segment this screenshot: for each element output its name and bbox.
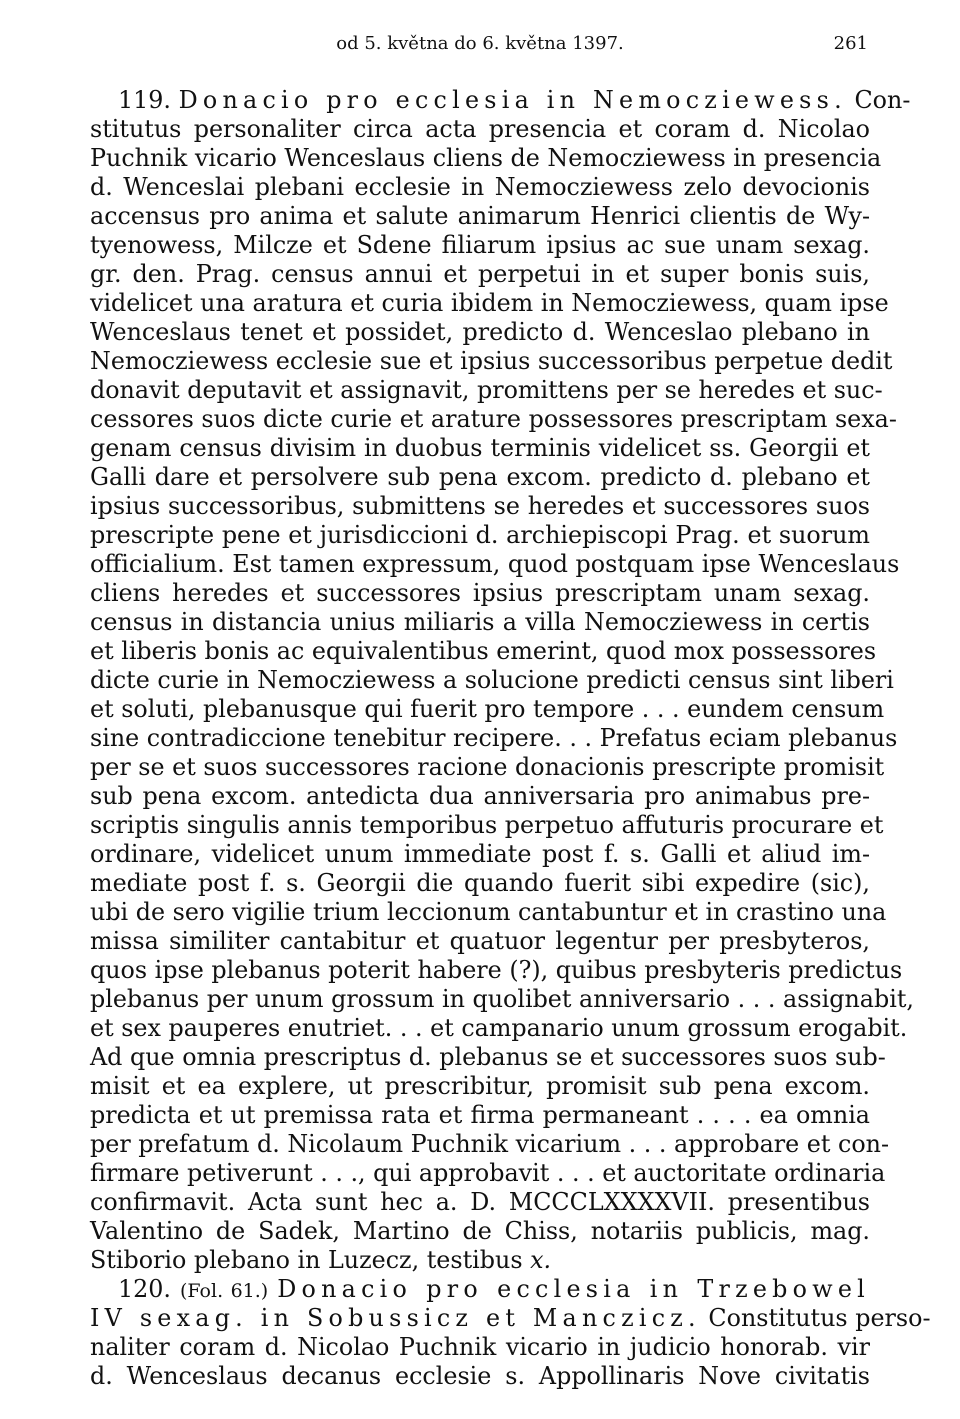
text-line: mediate post f. s. Georgii die quando fuerit sibi expedire (sic),: [90, 869, 870, 897]
text-line: cessores suos dicte curie et arature possessores prescriptam sexa-: [90, 405, 897, 433]
text-line: census in distancia unius miliaris a villa Nemocziewess in certis: [90, 608, 870, 636]
entry-119-heading-line: [90, 86, 911, 115]
text-line: Stiborio plebano in Luzecz, testibus: [90, 1246, 523, 1274]
text-line: dicte curie in Nemocziewess a solucione predicti census sint liberi: [90, 666, 894, 694]
text-line: ubi de sero vigilie trium leccionum cantabuntur et in crastino una: [90, 898, 887, 926]
text-line: naliter coram d. Nicolao Puchnik vicario in judicio honorab. vir: [90, 1333, 870, 1361]
text-line: sub pena excom. antedicta dua anniversaria pro animabus pre-: [90, 782, 870, 810]
entry-120-number: 120.: [118, 1275, 171, 1303]
text-line: Valentino de Sadek, Martino de Chiss, notariis publicis, mag.: [90, 1217, 870, 1245]
text-line: officialium. Est tamen expressum, quod postquam ipse Wenceslaus: [90, 550, 900, 578]
text-line: ipsius successoribus, submittens se heredes et successores suos: [90, 492, 870, 520]
running-title: od 5. května do 6. května 1397.: [336, 33, 624, 54]
text-line: d. Wenceslai plebani ecclesie in Nemocziewess zelo devocionis: [90, 173, 870, 201]
text-line: confirmavit. Acta sunt hec a. D. MCCCLXXXXVII. presentibus: [90, 1188, 870, 1216]
text-line: d. Wenceslaus decanus ecclesie s. Appollinaris Nove civitatis: [90, 1362, 870, 1390]
text-line: ordinare, videlicet unum immediate post f. s. Galli et aliud im-: [90, 840, 870, 868]
entry-120-folio: (Fol. 61.): [180, 1280, 269, 1302]
text-line: missa similiter cantabitur et quatuor legentur per presbyteros,: [90, 927, 870, 955]
entry-120-heading-line: [90, 1275, 870, 1304]
text-line: et soluti, plebanusque qui fuerit pro tempore . . . eundem censum: [90, 695, 885, 723]
text-line: videlicet una aratura et curia ibidem in Nemocziewess, quam ipse: [90, 289, 889, 317]
text-line: quos ipse plebanus poterit habere (?), quibus presbyteris predictus: [90, 956, 903, 984]
text-line: et liberis bonis ac equivalentibus emerint, quod mox possessores: [90, 637, 877, 665]
page-number: 261: [833, 33, 868, 54]
text-line: et sex pauperes enutriet. . . et campanario unum grossum erogabit.: [90, 1014, 908, 1042]
entry-119-title: Donacio pro ecclesia in Nemocziewess.: [178, 86, 847, 114]
text-line: prescripte pene et jurisdiccioni d. archiepiscopi Prag. et suorum: [90, 521, 870, 549]
entry-120-title-cont: IV sexag. in Sobussicz et Manczicz.: [90, 1304, 701, 1332]
text-line: cliens heredes et successores ipsius prescriptam unam sexag.: [90, 579, 870, 607]
closing-mark: x.: [530, 1246, 552, 1274]
text-line: predicta et ut premissa rata et firma permaneant . . . . ea omnia: [90, 1101, 870, 1129]
text-line: accensus pro anima et salute animarum Henrici clientis de Wy-: [90, 202, 870, 230]
text-line: misit et ea explere, ut prescribitur, promisit sub pena excom.: [90, 1072, 870, 1100]
text-line: Galli dare et persolvere sub pena excom. predicto d. plebano et: [90, 463, 870, 491]
text-line: per se et suos successores racione donacionis prescripte promisit: [90, 753, 885, 781]
text-line: gr. den. Prag. census annui et perpetui in et super bonis suis,: [90, 260, 870, 288]
text-line: Ad que omnia prescriptus d. plebanus se et successores suos sub-: [90, 1043, 886, 1071]
text-line: plebanus per unum grossum in quolibet anniversario . . . assignabit,: [90, 985, 914, 1013]
text-line: Wenceslaus tenet et possidet, predicto d. Wenceslao plebano in: [90, 318, 870, 346]
page-body: [90, 86, 931, 1391]
text-line: tyenowess, Milcze et Sdene filiarum ipsius ac sue unam sexag.: [90, 231, 870, 259]
text-line: sine contradiccione tenebitur recipere. . . Prefatus eciam plebanus: [90, 724, 898, 752]
text-line: Nemocziewess ecclesie sue et ipsius successoribus perpetue dedit: [90, 347, 893, 375]
running-head: [92, 30, 868, 58]
text-line: stitutus personaliter circa acta presencia et coram d. Nicolao: [90, 115, 870, 143]
entry-119-last-line: [90, 1246, 870, 1275]
text-line: scriptis singulis annis temporibus perpetuo affuturis procurare et: [90, 811, 884, 839]
text-line: per prefatum d. Nicolaum Puchnik vicarium . . . approbare et con-: [90, 1130, 890, 1158]
entry-120-heading-line-2: [90, 1304, 931, 1333]
text-line: donavit deputavit et assignavit, promittens per se heredes et suc-: [90, 376, 883, 404]
text-line: firmare petiverunt . . ., qui approbavit . . . et auctoritate ordinaria: [90, 1159, 886, 1187]
entry-119-number: 119.: [118, 86, 171, 114]
text-line: Constitutus perso-: [708, 1304, 931, 1332]
entry-120-title: Donacio pro ecclesia in Trzebowel: [277, 1275, 870, 1303]
text-line: Con-: [854, 86, 911, 114]
text-line: Puchnik vicario Wenceslaus cliens de Nemocziewess in presencia: [90, 144, 882, 172]
text-line: genam census divisim in duobus terminis videlicet ss. Georgii et: [90, 434, 870, 462]
